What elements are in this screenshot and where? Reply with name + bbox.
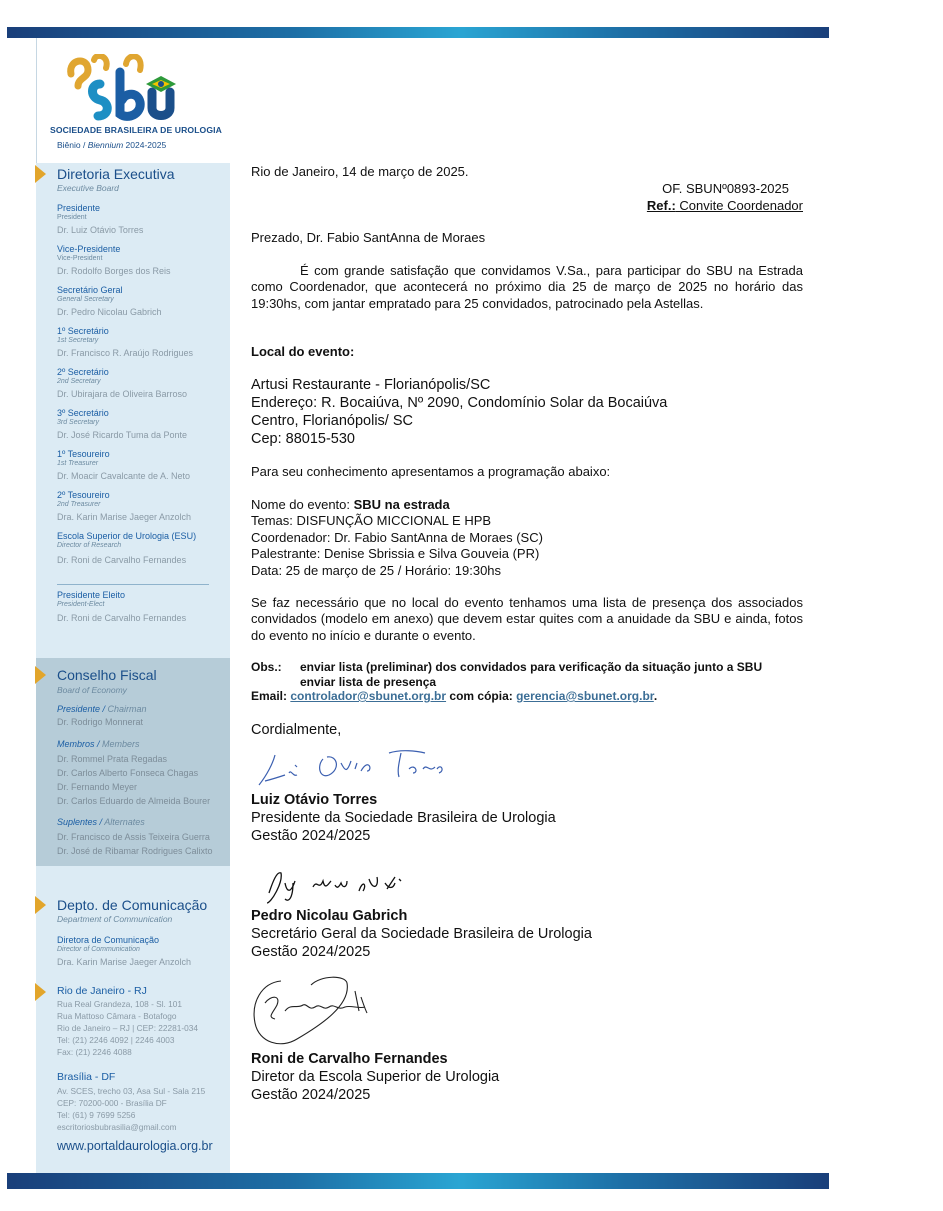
conselho-member-name: Dr. Carlos Eduardo de Almeida Bourer <box>57 796 211 806</box>
member-name: Dr. Francisco R. Araújo Rodrigues <box>57 348 194 358</box>
intro-paragraph: É com grande satisfação que convidamos V.Sa., para participar do SBU na Estrada como Coordenador, que acontecerá no próximo dia 25 de março de 2025 no horário das 19:30hs, com jantar empratado para 25 convidados, patrocinado pela Astellas. <box>251 263 803 311</box>
logo-society-name: SOCIEDADE BRASILEIRA DE UROLOGIA <box>50 125 222 135</box>
website-link[interactable]: www.portaldaurologia.org.br <box>57 1139 213 1153</box>
section-arrow-icon <box>35 666 46 684</box>
event-coordenador: Coordenador: Dr. Fabio SantAnna de Moraes (SC) <box>251 530 543 545</box>
event-temas: Temas: DISFUNÇÃO MICCIONAL E HPB <box>251 513 492 528</box>
copia-label: com cópia: <box>446 689 517 703</box>
member-name: Dr. Pedro Nicolau Gabrich <box>57 307 162 317</box>
conselho-subtitle: Board of Economy <box>57 685 127 695</box>
obs-line: enviar lista de presença <box>300 675 437 689</box>
footer-band <box>7 1173 829 1189</box>
bienio-label: Biênio <box>57 140 81 150</box>
bienio-years: 2024-2025 <box>125 140 167 150</box>
membros-en-label: Members <box>102 739 140 749</box>
event-palestrante: Palestrante: Denise Sbrissia e Silva Gouveia (PR) <box>251 546 540 561</box>
of-number: OF. SBUNº0893-2025 <box>662 181 789 196</box>
role-en-label: 3rd Secretary <box>57 419 100 426</box>
greeting: Prezado, Dr. Fabio SantAnna de Moraes <box>251 230 486 245</box>
brasilia-email: escritoriosbubrasilia@gmail.com <box>57 1122 177 1132</box>
role-en-label: President-Elect <box>57 601 105 608</box>
role-en-label: 1st Secretary <box>57 337 99 344</box>
role-en-label: 1st Treasurer <box>57 460 99 467</box>
role-label: Vice-Presidente <box>57 244 121 254</box>
rio-title: Rio de Janeiro - RJ <box>57 985 147 997</box>
conselho-suplente-name: Dr. Francisco de Assis Teixeira Guerra <box>57 832 210 842</box>
closing: Cordialmente, <box>251 722 342 738</box>
conselho-suplente-name: Dr. José de Ribamar Rodrigues Calixto <box>57 846 213 856</box>
signature-roni-carvalho <box>251 973 391 1053</box>
header-band <box>7 27 829 38</box>
email-line <box>251 688 657 704</box>
conselho-title: Conselho Fiscal <box>57 667 157 683</box>
email-controlador-link[interactable]: controlador@sbunet.org.br <box>290 689 447 703</box>
member-name: Dr. Moacir Cavalcante de A. Neto <box>57 471 191 481</box>
biennium-label: Biennium <box>87 140 124 150</box>
conselho-presidente-name: Dr. Rodrigo Monnerat <box>57 717 144 727</box>
signature-pedro-nicolau <box>259 863 419 907</box>
signatory-term: Gestão 2024/2025 <box>251 944 371 960</box>
programacao-intro: Para seu conhecimento apresentamos a programação abaixo: <box>251 464 611 479</box>
signatory-term: Gestão 2024/2025 <box>251 828 371 844</box>
role-en-label: Director of Research <box>57 542 122 549</box>
place-date: Rio de Janeiro, 14 de março de 2025. <box>251 164 469 179</box>
sidebar-divider <box>57 584 209 585</box>
member-name: Dr. José Ricardo Tuma da Ponte <box>57 430 188 440</box>
suplentes-en-label: Alternates <box>104 817 145 827</box>
signatory-name: Pedro Nicolau Gabrich <box>251 908 408 924</box>
role-label: Presidente <box>57 203 101 213</box>
rio-address-line: Rua Real Grandeza, 108 - Sl. 101 <box>57 999 182 1009</box>
brasilia-address-line: Tel: (61) 9 7699 5256 <box>57 1110 136 1120</box>
rio-address-line: Fax: (21) 2246 4088 <box>57 1047 132 1057</box>
role-label: Diretora de Comunicação <box>57 935 160 945</box>
role-label: 1º Tesoureiro <box>57 449 110 459</box>
section-arrow-icon <box>35 896 46 914</box>
suplentes-label: Suplentes <box>57 817 98 827</box>
attendance-paragraph: Se faz necessário que no local do evento tenhamos uma lista de presença dos associados convidados (modelo em anexo) que devem estar quites com a anuidade da SBU e ainda, fotos do evento no início e durante o evento. <box>251 595 803 643</box>
signatory-title: Secretário Geral da Sociedade Brasileira de Urologia <box>251 926 592 942</box>
signatory-title: Presidente da Sociedade Brasileira de Urologia <box>251 810 556 826</box>
conselho-member-name: Dr. Rommel Prata Regadas <box>57 754 168 764</box>
conselho-member-name: Dr. Carlos Alberto Fonseca Chagas <box>57 768 199 778</box>
signatory-name: Luiz Otávio Torres <box>251 792 378 808</box>
logo-bienio: Biênio / Biennium 2024-2025 <box>57 140 167 150</box>
role-label: Secretário Geral <box>57 285 123 295</box>
section-arrow-icon <box>35 983 46 1001</box>
role-en-label: 2nd Secretary <box>57 378 101 385</box>
membros-label: Membros <box>57 739 95 749</box>
sidebar-comunicacao-panel <box>36 866 230 1173</box>
brasilia-title: Brasília - DF <box>57 1071 116 1083</box>
local-label: Local do evento: <box>251 344 355 359</box>
brasilia-address-line: CEP: 70200-000 - Brasília DF <box>57 1098 167 1108</box>
address-line: Artusi Restaurante - Florianópolis/SC <box>251 377 491 393</box>
obs-label: Obs.: <box>251 660 282 674</box>
presidente-label: Presidente <box>57 704 101 714</box>
role-label: 2º Secretário <box>57 367 109 377</box>
role-label: 2º Tesoureiro <box>57 490 110 500</box>
role-label: 3º Secretário <box>57 408 109 418</box>
event-name-value: SBU na estrada <box>353 497 450 512</box>
sbu-logo <box>50 52 225 152</box>
address-line: Centro, Florianópolis/ SC <box>251 413 413 429</box>
role-en-label: General Secretary <box>57 296 114 303</box>
obs-line: enviar lista (preliminar) dos convidados para verificação da situação junto a SBU <box>300 660 763 674</box>
conselho-member-name: Dr. Fernando Meyer <box>57 782 138 792</box>
event-data: Data: 25 de março de 25 / Horário: 19:30hs <box>251 563 502 578</box>
role-en-label: 2nd Treasurer <box>57 501 101 508</box>
section-arrow-icon <box>35 165 46 183</box>
member-name: Dr. Rodolfo Borges dos Reis <box>57 266 171 276</box>
role-label: 1º Secretário <box>57 326 109 336</box>
member-name: Dr. Ubirajara de Oliveira Barroso <box>57 389 188 399</box>
diretoria-title: Diretoria Executiva <box>57 166 175 182</box>
role-label: Presidente Eleito <box>57 590 126 600</box>
reference <box>647 198 803 214</box>
rio-address-line: Tel: (21) 2246 4092 | 2246 4003 <box>57 1035 175 1045</box>
sidebar-diretoria-panel <box>36 163 230 658</box>
comunicacao-subtitle: Department of Communication <box>57 914 173 924</box>
conselho-suplentes-label: Suplentes / Alternates <box>57 817 145 827</box>
conselho-membros-label: Membros / Members <box>57 739 140 749</box>
member-name: Dra. Karin Marise Jaeger Anzolch <box>57 512 192 522</box>
signatory-term: Gestão 2024/2025 <box>251 1087 371 1103</box>
role-en-label: Director of Communication <box>57 946 140 953</box>
rio-address-line: Rio de Janeiro – RJ | CEP: 22281-034 <box>57 1023 198 1033</box>
member-name: Dra. Karin Marise Jaeger Anzolch <box>57 957 192 967</box>
brasilia-address-line: Av. SCES, trecho 03, Asa Sul - Sala 215 <box>57 1086 206 1096</box>
event-name-label: Nome do evento: <box>251 497 354 512</box>
member-name: Dr. Luiz Otávio Torres <box>57 225 144 235</box>
member-name: Dr. Roni de Carvalho Fernandes <box>57 555 187 565</box>
sidebar-conselho-panel <box>36 658 230 866</box>
address-line: Endereço: R. Bocaiúva, Nº 2090, Condomínio Solar da Bocaiúva <box>251 395 668 411</box>
sbu-logo-mark-icon <box>66 54 186 124</box>
email-end: . <box>653 689 658 703</box>
diretoria-subtitle: Executive Board <box>57 183 119 193</box>
signature-luiz-otavio <box>251 745 451 791</box>
rio-address-line: Rua Mattoso Câmara - Botafogo <box>57 1011 177 1021</box>
role-en-label: Vice-President <box>57 255 103 262</box>
conselho-presidente-label: Presidente / Chairman <box>57 704 147 714</box>
role-label: Escola Superior de Urologia (ESU) <box>57 531 197 541</box>
ref-label: Ref.: <box>646 198 676 213</box>
email-gerencia-link[interactable]: gerencia@sbunet.org.br <box>516 689 654 703</box>
event-name <box>251 497 450 513</box>
presidente-en-label: Chairman <box>107 704 147 714</box>
email-label: Email: <box>251 689 291 703</box>
role-en-label: President <box>57 214 87 221</box>
ref-text: Convite Coordenador <box>675 198 803 213</box>
address-line: Cep: 88015-530 <box>251 431 355 447</box>
member-name: Dr. Roni de Carvalho Fernandes <box>57 613 187 623</box>
signatory-title: Diretor da Escola Superior de Urologia <box>251 1069 500 1085</box>
comunicacao-title: Depto. de Comunicação <box>57 897 208 913</box>
signatory-name: Roni de Carvalho Fernandes <box>251 1051 448 1067</box>
